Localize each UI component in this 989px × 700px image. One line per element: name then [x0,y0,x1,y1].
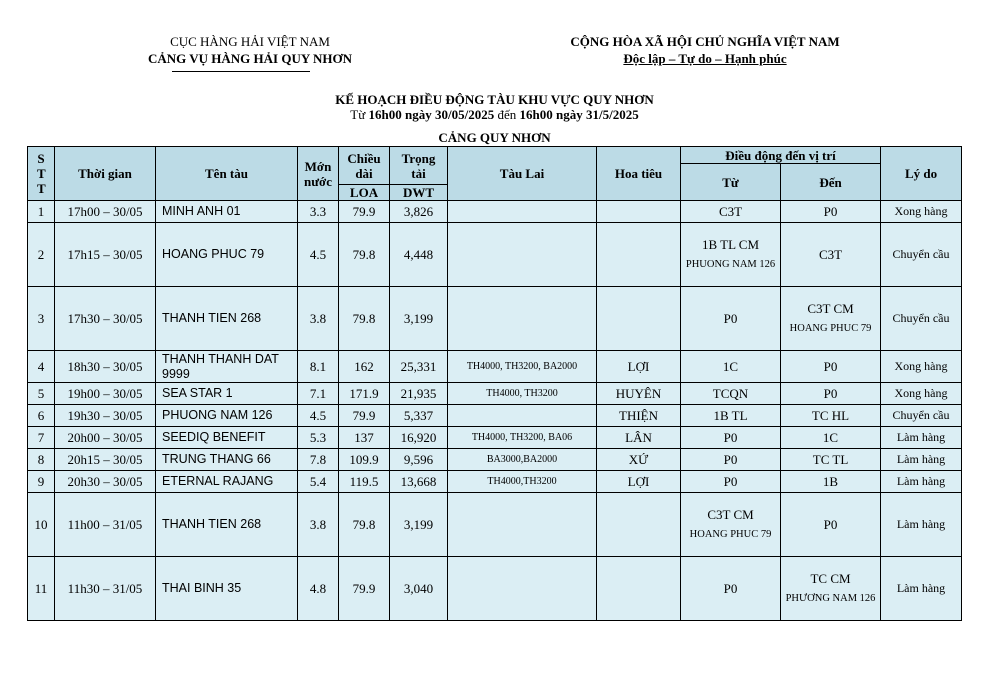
agency-header [100,33,400,67]
cell-ship: MINH ANH 01 [156,201,298,223]
ship-movement-table [27,146,962,621]
cell-stt: 4 [28,351,55,383]
cell-to: C3T [781,223,881,287]
cell-loa: 79.9 [339,201,390,223]
cell-ship: THANH TIEN 268 [156,493,298,557]
cell-to: 1B [781,471,881,493]
cell-tug: TH4000, TH3200, BA06 [448,427,597,449]
cell-draft: 3.3 [298,201,339,223]
cell-dwt: 3,826 [390,201,448,223]
cell-loa: 79.9 [339,557,390,621]
cell-reason: Làm hàng [881,557,962,621]
header-loa: LOA [339,185,390,201]
cell-to-main: C3T CM [807,300,854,316]
table-row [28,287,962,351]
port-name: CẢNG QUY NHƠN [438,130,551,145]
cell-loa: 79.8 [339,287,390,351]
cell-ship: PHUONG NAM 126 [156,405,298,427]
table-row [28,351,962,383]
table-row [28,405,962,427]
cell-tug [448,405,597,427]
cell-to: TC HL [781,405,881,427]
cell-to: P0 [781,383,881,405]
header-tug: Tàu Lai [448,147,597,201]
cell-tug: TH4000, TH3200, BA2000 [448,351,597,383]
cell-dwt: 4,448 [390,223,448,287]
cell-draft: 7.8 [298,449,339,471]
cell-dwt: 25,331 [390,351,448,383]
cell-loa: 79.9 [339,405,390,427]
cell-draft: 7.1 [298,383,339,405]
cell-from: P0 [681,471,781,493]
cell-pilot: LỢI [597,351,681,383]
cell-pilot: LÂN [597,427,681,449]
cell-from: P0 [681,287,781,351]
cell-time: 20h00 – 30/05 [55,427,156,449]
table-row [28,201,962,223]
header-from: Từ [681,164,781,201]
cell-from-sub: PHUONG NAM 126 [685,258,776,270]
cell-reason: Xong hàng [881,351,962,383]
cell-reason: Làm hàng [881,471,962,493]
cell-dwt: 5,337 [390,405,448,427]
cell-from-sub: HOANG PHUC 79 [689,528,772,540]
cell-reason: Chuyển cầu [881,287,962,351]
cell-ship: ETERNAL RAJANG [156,471,298,493]
table-row [28,223,962,287]
cell-stt: 8 [28,449,55,471]
cell-tug [448,287,597,351]
header-time: Thời gian [55,147,156,201]
cell-to: 1C [781,427,881,449]
cell-reason: Chuyển cầu [881,405,962,427]
cell-from-main: C3T CM [707,506,754,522]
document-title: KẾ HOẠCH ĐIỀU ĐỘNG TÀU KHU VỰC QUY NHƠN [335,92,654,107]
header-ship: Tên tàu [156,147,298,201]
cell-tug [448,557,597,621]
table-header [28,147,962,201]
cell-to: TC TL [781,449,881,471]
cell-from: C3T [681,201,781,223]
period-start: 16h00 ngày 30/05/2025 [368,107,495,122]
cell-reason: Làm hàng [881,493,962,557]
header-move: Điều động đến vị trí [681,147,881,164]
cell-from: TCQN [681,383,781,405]
cell-draft: 8.1 [298,351,339,383]
cell-from [681,493,781,557]
cell-to: P0 [781,493,881,557]
cell-stt: 3 [28,287,55,351]
header-length: Chiều dài [339,147,390,185]
cell-dwt: 3,040 [390,557,448,621]
cell-pilot [597,557,681,621]
cell-time: 17h00 – 30/05 [55,201,156,223]
cell-reason: Làm hàng [881,427,962,449]
country-name: CỘNG HÒA XÃ HỘI CHỦ NGHĨA VIỆT NAM [570,34,840,49]
document-period [0,107,989,122]
cell-dwt: 21,935 [390,383,448,405]
cell-time: 17h30 – 30/05 [55,287,156,351]
table-row [28,427,962,449]
cell-time: 18h30 – 30/05 [55,351,156,383]
cell-pilot: LỢI [597,471,681,493]
header-draft: Mớn nước [298,147,339,201]
cell-ship: HOANG PHUC 79 [156,223,298,287]
cell-ship: THANH THANH DAT 9999 [156,351,298,383]
national-motto: Độc lập – Tự do – Hạnh phúc [623,51,787,66]
cell-draft: 3.8 [298,287,339,351]
cell-pilot [597,493,681,557]
cell-tug: TH4000, TH3200 [448,383,597,405]
cell-tug: TH4000,TH3200 [448,471,597,493]
header-dwt: DWT [390,185,448,201]
cell-dwt: 13,668 [390,471,448,493]
cell-pilot: HUYÊN [597,383,681,405]
cell-to: P0 [781,201,881,223]
cell-from: P0 [681,449,781,471]
table-row [28,557,962,621]
cell-time: 19h00 – 30/05 [55,383,156,405]
cell-to [781,287,881,351]
cell-draft: 5.3 [298,427,339,449]
cell-from [681,223,781,287]
cell-reason: Chuyển cầu [881,223,962,287]
cell-draft: 3.8 [298,493,339,557]
national-header [520,33,890,67]
cell-stt: 2 [28,223,55,287]
table-row [28,493,962,557]
cell-draft: 4.5 [298,223,339,287]
cell-reason: Xong hàng [881,383,962,405]
cell-reason: Làm hàng [881,449,962,471]
header-to: Đến [781,164,881,201]
cell-pilot: THIỆN [597,405,681,427]
cell-loa: 119.5 [339,471,390,493]
cell-tug [448,201,597,223]
header-pilot: Hoa tiêu [597,147,681,201]
cell-stt: 6 [28,405,55,427]
cell-dwt: 16,920 [390,427,448,449]
cell-to-main: TC CM [810,570,851,586]
cell-time: 20h30 – 30/05 [55,471,156,493]
cell-to-sub: PHƯƠNG NAM 126 [785,592,876,604]
cell-pilot: XỨ [597,449,681,471]
cell-to-sub: HOANG PHUC 79 [789,322,872,334]
cell-to [781,557,881,621]
header-tonnage: Trọng tải [390,147,448,185]
cell-stt: 11 [28,557,55,621]
cell-time: 19h30 – 30/05 [55,405,156,427]
cell-loa: 79.8 [339,223,390,287]
cell-ship: SEA STAR 1 [156,383,298,405]
cell-loa: 162 [339,351,390,383]
cell-stt: 5 [28,383,55,405]
cell-from: P0 [681,427,781,449]
table-row [28,449,962,471]
cell-from: 1B TL [681,405,781,427]
cell-loa: 109.9 [339,449,390,471]
cell-dwt: 3,199 [390,287,448,351]
cell-time: 17h15 – 30/05 [55,223,156,287]
cell-tug [448,493,597,557]
cell-loa: 137 [339,427,390,449]
agency-name: CỤC HÀNG HẢI VIỆT NAM [170,34,330,49]
header-divider [172,71,310,72]
cell-tug [448,223,597,287]
cell-stt: 7 [28,427,55,449]
cell-loa: 79.8 [339,493,390,557]
cell-ship: SEEDIQ BENEFIT [156,427,298,449]
cell-ship: TRUNG THANG 66 [156,449,298,471]
cell-draft: 4.8 [298,557,339,621]
port-authority-name: CẢNG VỤ HÀNG HẢI QUY NHƠN [147,51,353,66]
cell-from: 1C [681,351,781,383]
table-body [28,201,962,621]
period-from-word: Từ [350,107,366,122]
cell-draft: 5.4 [298,471,339,493]
cell-dwt: 9,596 [390,449,448,471]
cell-stt: 10 [28,493,55,557]
period-end: 16h00 ngày 31/5/2025 [519,107,639,122]
cell-pilot [597,287,681,351]
cell-pilot [597,201,681,223]
cell-from-main: 1B TL CM [701,236,760,252]
cell-from: P0 [681,557,781,621]
cell-reason: Xong hàng [881,201,962,223]
cell-stt: 1 [28,201,55,223]
period-to-word: đến [497,107,517,122]
cell-ship: THAI BINH 35 [156,557,298,621]
cell-stt: 9 [28,471,55,493]
cell-time: 11h30 – 31/05 [55,557,156,621]
cell-dwt: 3,199 [390,493,448,557]
table-row [28,383,962,405]
cell-ship: THANH TIEN 268 [156,287,298,351]
header-reason: Lý do [881,147,962,201]
cell-loa: 171.9 [339,383,390,405]
header-stt: S T T [28,147,55,201]
cell-draft: 4.5 [298,405,339,427]
cell-pilot [597,223,681,287]
cell-tug: BA3000,BA2000 [448,449,597,471]
cell-to: P0 [781,351,881,383]
cell-time: 20h15 – 30/05 [55,449,156,471]
cell-time: 11h00 – 31/05 [55,493,156,557]
table-row [28,471,962,493]
